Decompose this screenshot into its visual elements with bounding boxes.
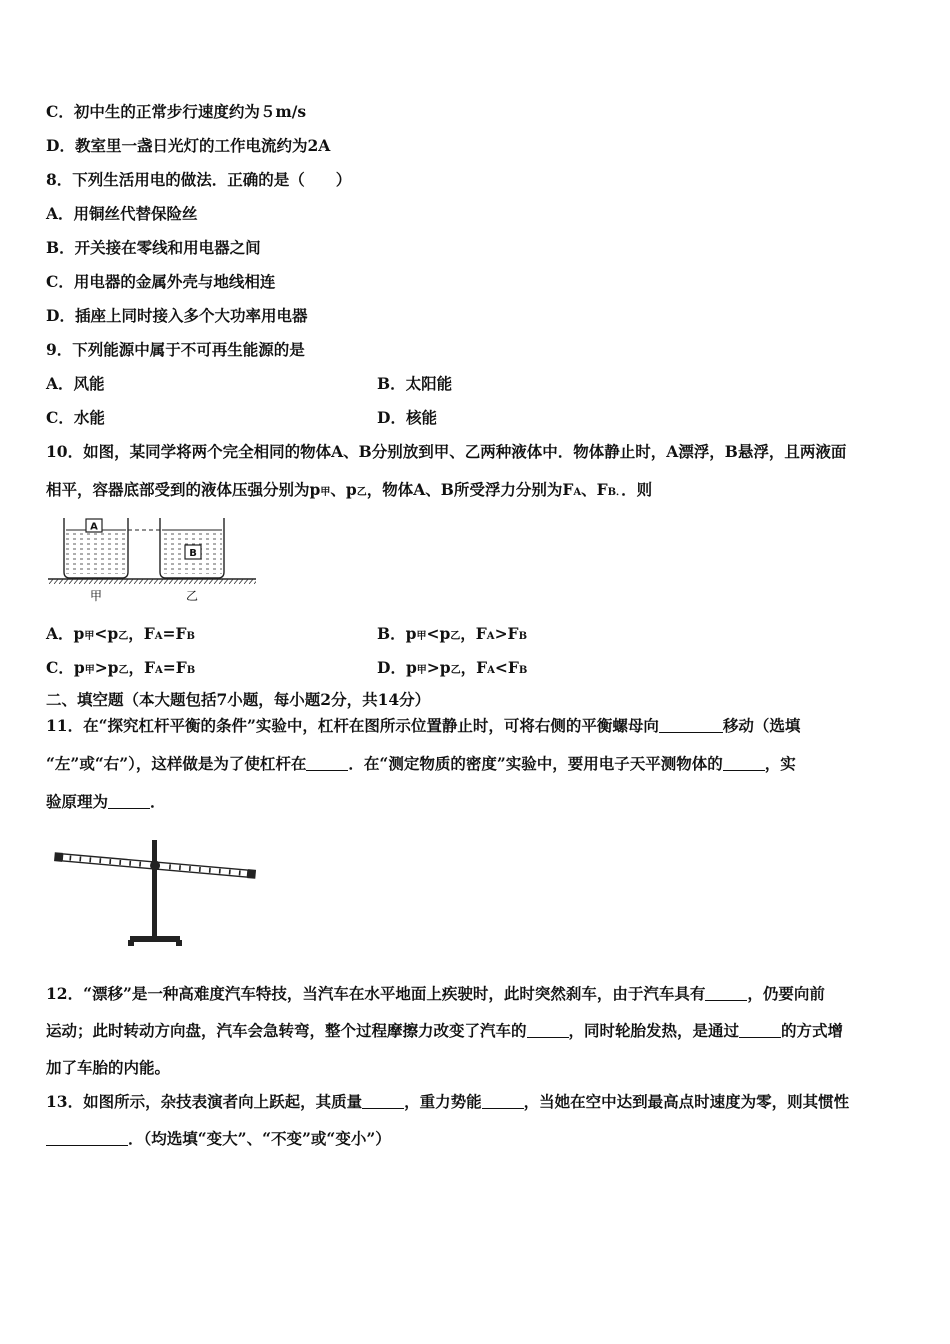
q11-blank-1[interactable] [659,717,723,733]
ground-hatching [48,579,256,584]
q10-stem-line2: 相平，容器底部受到的液体压强分别为p甲、p乙，物体A、B所受浮力分别为FA、FB．．则 [46,480,653,499]
q10-option-a: A．p甲<p乙，FA=FB [46,624,195,643]
q12-line3: 加了车胎的内能。 [46,1058,171,1077]
right-balance-nut [247,869,256,879]
q8-option-a: A．用铜丝代替保险丝 [46,204,198,223]
q13-line2: ．（均选填“变大”、“不变”或“变小”） [46,1129,391,1149]
q12-blank-2[interactable] [527,1022,569,1038]
q7-option-d: D．教室里一盏日光灯的工作电流约为2A [46,136,331,155]
q12-blank-1[interactable] [705,985,747,1001]
q13-blank-3[interactable] [46,1130,128,1146]
q9-option-c: C．水能 [46,408,105,427]
q10-option-c: C．p甲>p乙，FA=FB [46,658,196,677]
q8-option-d: D．插座上同时接入多个大功率用电器 [46,306,308,325]
q12-line2: 运动；此时转动方向盘，汽车会急转弯，整个过程摩擦力改变了汽车的 ，同时轮胎发热，是通过 的方式增 [46,1021,844,1040]
q8-option-b: B．开关接在零线和用电器之间 [46,238,261,257]
q13-blank-2[interactable] [482,1093,524,1109]
q11-line3: 验原理为 ． [46,792,166,811]
caption-jia: 甲 [89,589,103,603]
two-containers-figure [44,512,264,604]
object-b-label: B [189,548,197,559]
q11-blank-3[interactable] [723,755,765,771]
q11-blank-2[interactable] [306,755,348,771]
lever-base-foot-right [176,940,182,946]
q11-blank-4[interactable] [108,793,150,809]
q9-option-b: B．太阳能 [377,374,453,393]
lever-figure [50,836,262,952]
liquid-jia [66,530,126,574]
lever-stand-post [152,840,157,940]
q13-blank-1[interactable] [362,1093,404,1109]
q10-option-b: B．p甲<p乙，FA>FB [377,624,528,643]
lever-stand-base [130,936,180,942]
q7-option-c: C．初中生的正常步行速度约为５m/s [46,102,307,121]
q13-line1: 13．如图所示，杂技表演者向上跃起，其质量 ，重力势能 ，当她在空中达到最高点时速度为零，则其惯性 [46,1092,850,1111]
q12-blank-3[interactable] [739,1022,781,1038]
q9-option-d: D．核能 [377,408,437,427]
q11-line2: “左”或“右”），这样做是为了使杠杆在 ．在“测定物质的密度”实验中，要用电子天平测物体的 ，实 [46,754,796,773]
q9-stem: 9．下列能源中属于不可再生能源的是 [46,340,305,359]
object-a-label: A [90,521,98,533]
q10-stem-line1: 10．如图，某同学将两个完全相同的物体A、B分别放到甲、乙两种液体中．物体静止时，A漂浮，B悬浮，且两液面 [46,442,847,461]
lever-base-foot-left [128,940,134,946]
section-2-title: 二、填空题（本大题包括7小题，每小题2分，共14分） [46,690,431,709]
q9-option-a: A．风能 [46,374,105,393]
q11-line1: 11．在“探究杠杆平衡的条件”实验中，杠杆在图所示位置静止时，可将右侧的平衡螺母向 移动（选填 [46,716,801,735]
q8-option-c: C．用电器的金属外壳与地线相连 [46,272,276,291]
q12-line1: 12．“漂移”是一种高难度汽车特技，当汽车在水平地面上疾驶时，此时突然刹车，由于汽车具有 ，仍要向前 [46,984,825,1003]
left-balance-nut [54,852,63,862]
q10-option-d: D．p甲>p乙，FA<FB [377,658,528,677]
q8-stem: 8．下列生活用电的做法．正确的是（ ） [46,170,352,189]
caption-yi: 乙 [185,589,199,603]
